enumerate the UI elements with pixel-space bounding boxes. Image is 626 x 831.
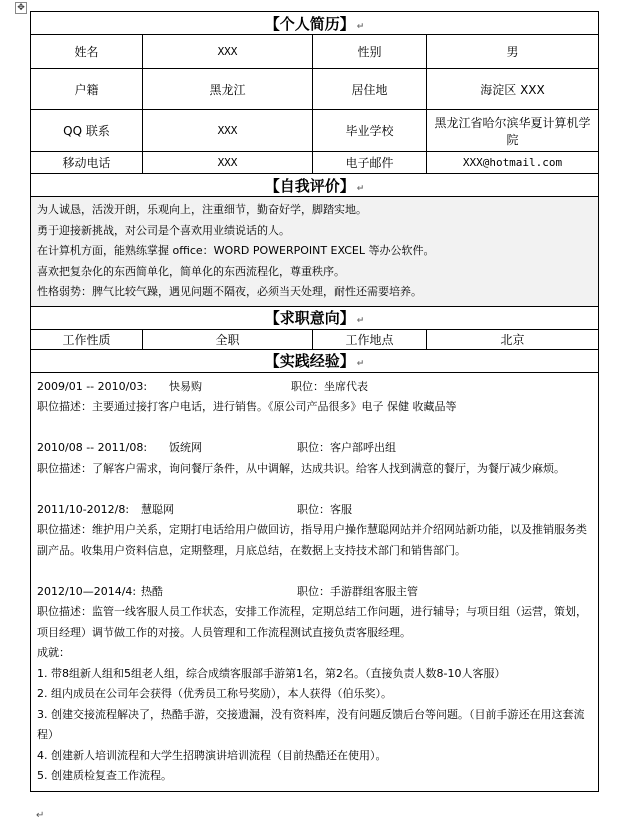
value-hometown: 黑龙江 <box>143 69 313 110</box>
job-header: 2012/10—2014/4: 热酷 职位：手游群组客服主管 <box>37 584 418 598</box>
job-header: 2010/08 -- 2011/08: 饭统网 职位：客户部呼出组 <box>37 441 396 454</box>
value-qq: XXX <box>143 110 313 152</box>
job-header: 2009/01 -- 2010/03: 快易购 职位：坐席代表 <box>37 379 368 393</box>
self-eval-content <box>31 197 599 307</box>
value-mobile: XXX <box>143 152 313 174</box>
job-description: 职位描述：监管一线客服人员工作状态，安排工作流程，定期总结工作问题，进行辅导；与项目组（运营，策划，项目经理）调节做工作的对接。人员管理和工作流程测试直接负责客服经理。 <box>37 605 587 639</box>
label-qq: QQ 联系 <box>31 110 143 152</box>
value-email: XXX@hotmail.com <box>427 152 599 174</box>
paragraph-mark-icon: ↵ <box>356 21 365 32</box>
label-school: 毕业学校 <box>313 110 427 152</box>
job-description: 职位描述：主要通过接打客户电话，进行销售。《原公司产品很多》电子 保健 收藏品等 <box>37 400 457 413</box>
job-header: 2011/10-2012/8: 慧聪网 职位：客服 <box>37 502 352 516</box>
blank-line <box>37 418 592 439</box>
value-name: XXX <box>143 35 313 69</box>
self-eval-line: 为人诚恳，活泼开朗，乐观向上，注重细节，勤奋好学，脚踏实地。 <box>37 203 367 216</box>
resume-title: 【个人简历】 ↵ <box>31 12 599 35</box>
experience-content <box>31 372 599 791</box>
self-eval-heading: 【自我评价】 ↵ <box>31 174 599 197</box>
label-hometown: 户籍 <box>31 69 143 110</box>
label-name: 姓名 <box>31 35 143 69</box>
value-job-type: 全职 <box>143 329 313 349</box>
paragraph-mark-icon: ↵ <box>36 810 45 821</box>
achievement-item: 5. 创建质检复查工作流程。 <box>37 769 172 782</box>
self-eval-line: 在计算机方面，能熟练掌握 office：WORD POWERPOINT EXCEL 等办公软件。 <box>37 244 435 257</box>
job-description: 职位描述：维护用户关系，定期打电话给用户做回访，指导用户操作慧聪网站并介绍网站新功能，以及推销服务类副产品。收集用户资料信息，定期整理，月底总结，在数据上支持技术部门和销售部门。 <box>37 523 587 557</box>
value-location: 北京 <box>427 329 599 349</box>
label-location: 工作地点 <box>313 329 427 349</box>
label-residence: 居住地 <box>313 69 427 110</box>
self-eval-line: 勇于迎接新挑战，对公司是个喜欢用业绩说话的人。 <box>37 223 290 237</box>
achievement-item: 3. 创建交接流程解决了，热酷手游，交接遗漏，没有资料库，没有问题反馈后台等问题。（目前手游还在用这套流程） <box>37 707 585 741</box>
achievement-item: 1. 带8组新人组和5组老人组，综合成绩客服部手游第1名，第2名。（直接负责人数8-10人客服） <box>37 666 506 680</box>
self-eval-line: 喜欢把复杂化的东西简单化，简单化的东西流程化，尊重秩序。 <box>37 264 345 278</box>
label-gender: 性别 <box>313 35 427 69</box>
blank-line <box>37 479 592 500</box>
value-residence: 海淀区 XXX <box>427 69 599 110</box>
resume-table <box>30 11 599 792</box>
blank-line <box>37 561 592 582</box>
table-move-handle-icon[interactable]: ✥ <box>15 2 27 14</box>
label-job-type: 工作性质 <box>31 329 143 349</box>
intent-heading: 【求职意向】 ↵ <box>31 306 599 329</box>
value-gender: 男 <box>427 35 599 69</box>
self-eval-line: 性格弱势：脾气比较气躁，遇见问题不隔夜，必须当天处理，耐性还需要培养。 <box>37 285 422 298</box>
job-description: 职位描述：了解客户需求，询问餐厅条件，从中调解，达成共识。给客人找到满意的餐厅，为餐厅减少麻烦。 <box>37 461 565 475</box>
achievement-item: 2. 组内成员在公司年会获得（优秀员工称号奖励），本人获得（伯乐奖）。 <box>37 687 392 700</box>
achievement-item: 4. 创建新人培训流程和大学生招聘演讲培训流程（目前热酷还在使用）。 <box>37 748 387 762</box>
value-school: 黑龙江省哈尔滨华夏计算机学院 <box>427 110 599 152</box>
achievements-label: 成就： <box>37 646 70 659</box>
label-email: 电子邮件 <box>313 152 427 174</box>
experience-heading: 【实践经验】 ↵ <box>31 349 599 372</box>
label-mobile: 移动电话 <box>31 152 143 174</box>
